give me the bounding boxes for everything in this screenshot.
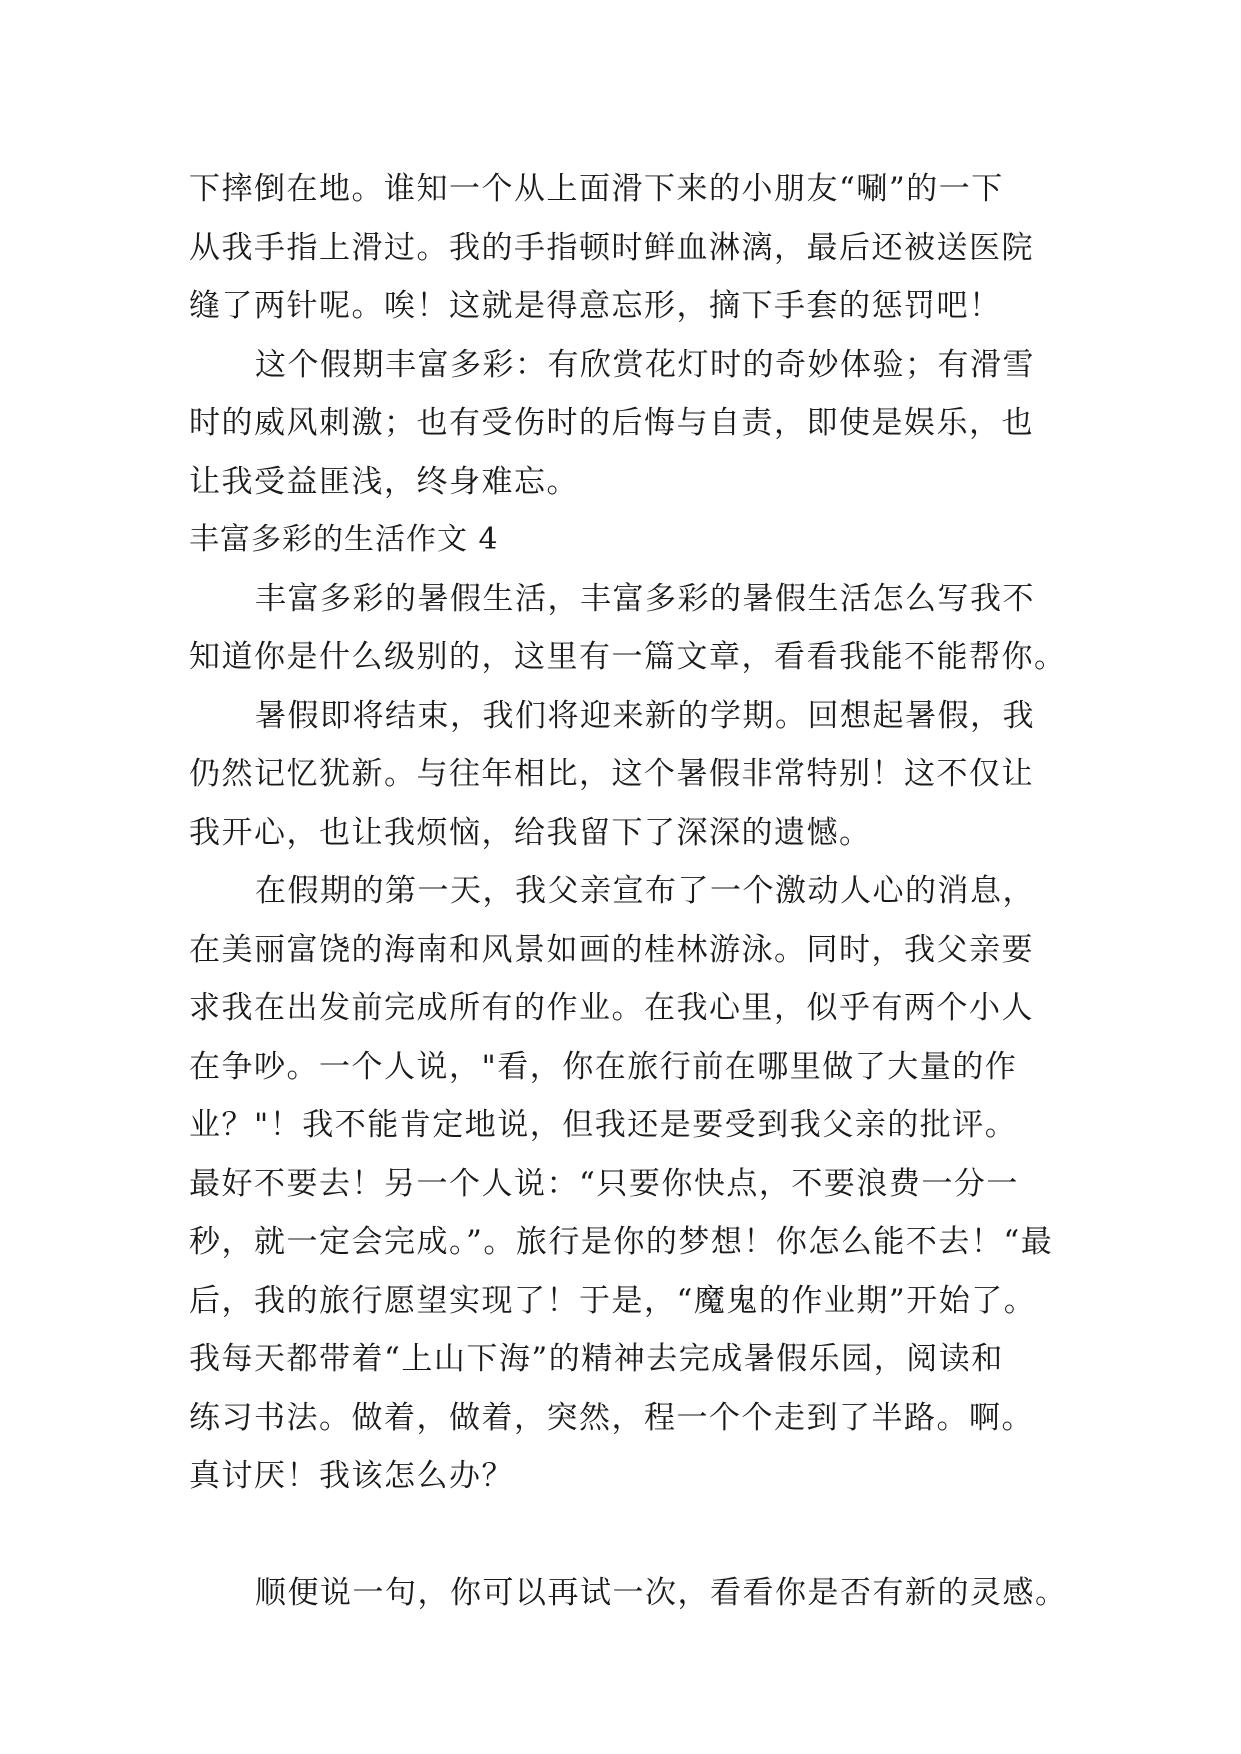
paragraph: [189, 570, 1067, 687]
text-line: 求我在出发前完成所有的作业。在我心里，似乎有两个小人: [189, 990, 1034, 1026]
document-page: [189, 160, 1068, 1623]
text-line: 在争吵。一个人说，"看，你在旅行前在哪里做了大量的作: [189, 1048, 1018, 1085]
text-line: [189, 1506, 1059, 1565]
text-line: 知道你是什么级别的，这里有一篇文章，看看我能不能帮你。: [189, 639, 1067, 675]
text-line: 在美丽富饶的海南和风景如画的桂林游泳。同时，我父亲要: [189, 931, 1034, 968]
text-line: 后，我的旅行愿望实现了！于是，“魔鬼的作业期”开始了。: [189, 1282, 1037, 1319]
paragraph: [189, 336, 1059, 512]
text-line: 仍然记忆犹新。与往年相比，这个暑假非常特别！这不仅让: [189, 756, 1034, 792]
text-line: 业？"！我不能肯定地说，但我还是要受到我父亲的批评。: [189, 1107, 1018, 1143]
paragraph: [189, 160, 1059, 336]
text-line: 让我受益匪浅，终身难忘。: [189, 463, 579, 500]
text-line: 顺便说一句，你可以再试一次，看看你是否有新的灵感。: [255, 1575, 1068, 1611]
text-line: 在假期的第一天，我父亲宣布了一个激动人心的消息，: [255, 873, 1035, 909]
text-line: 暑假即将结束，我们将迎来新的学期。回想起暑假，我: [255, 697, 1035, 734]
paragraph: [189, 862, 1059, 1564]
text-line: 这个假期丰富多彩：有欣赏花灯时的奇妙体验；有滑雪: [255, 346, 1035, 383]
text-line: 从我手指上滑过。我的手指顿时鲜血淋漓，最后还被送医院: [189, 229, 1034, 266]
section-heading: [189, 511, 1059, 570]
text-line: 我开心，也让我烦恼，给我留下了深深的遗憾。: [189, 814, 872, 851]
heading-line: 丰富多彩的生活作文 4: [189, 522, 499, 557]
text-line: 练习书法。做着，做着，突然，程一个个走到了半路。啊。: [189, 1399, 1034, 1436]
text-line: 丰富多彩的暑假生活，丰富多彩的暑假生活怎么写我不: [255, 580, 1035, 617]
text-line: 缝了两针呢。唉！这就是得意忘形，摘下手套的惩罚吧！: [189, 288, 1002, 324]
text-line: 真讨厌！我该怎么办？: [189, 1458, 514, 1494]
paragraph: [189, 687, 1059, 863]
text-line: 时的威风刺激；也有受伤时的后悔与自责，即使是娱乐，也: [189, 405, 1034, 441]
text-line: 我每天都带着“上山下海”的精神去完成暑假乐园，阅读和: [189, 1341, 1004, 1377]
text-line: 秒，就一定会完成。”。旅行是你的梦想！你怎么能不去！“最: [189, 1224, 1054, 1260]
text-line: 最好不要去！另一个人说：“只要你快点，不要浪费一分一: [189, 1165, 1019, 1202]
paragraph: [189, 1564, 1068, 1623]
text-line: 下摔倒在地。谁知一个从上面滑下来的小朋友“唰”的一下: [189, 171, 1004, 207]
